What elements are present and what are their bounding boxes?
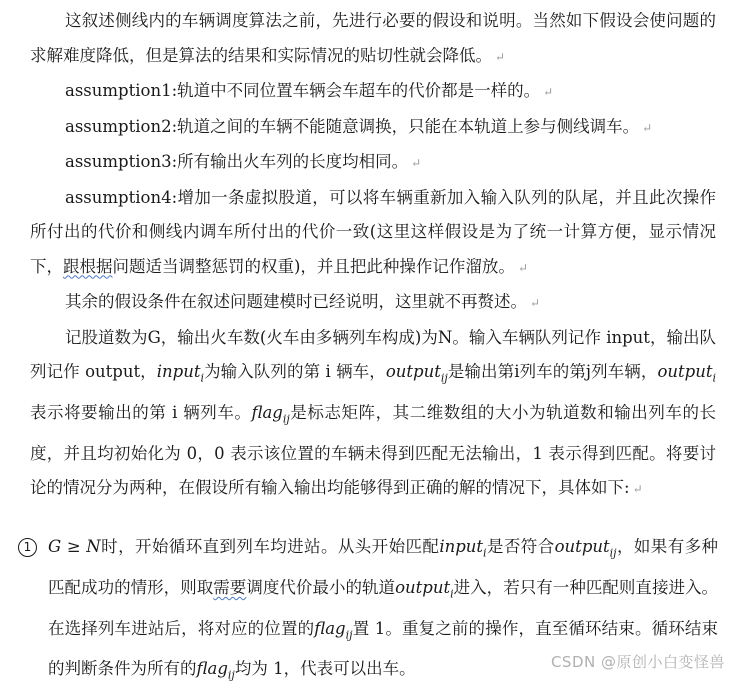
- definitions-paragraph: 记股道数为G，输出火车数(火车由多辆列车构成)为N。输入车辆队列记作 input，输出队列记作 output，input$_i$为输入队列的第 i 辆车，output$_{ij}$是输出第i列车的第j列车辆，output$_i$表示将要输出的第 i 辆列车。flag$_{ij}$是标志矩阵，其二维数组的大小为轨道数和输出列车的长度，并且均初始化为 0，0 表示该位置的车辆未得到匹配无法输出，1 表示得到匹配。将要讨论的情况分为两种，在假设所有输入输出均能够得到正确的解的情况下，具体如下: ↵: [30, 327, 716, 498]
- paragraph-mark-icon: ↵: [530, 296, 541, 310]
- assumption-1: assumption1:轨道中不同位置车辆会车超车的代价都是一样的。 ↵: [65, 81, 554, 100]
- rest-paragraph: 其余的假设条件在叙述问题建模时已经说明，这里就不再赘述。 ↵: [65, 292, 541, 311]
- paragraph-mark-icon: ↵: [495, 49, 506, 64]
- document-body: [30, 4, 716, 507]
- paragraph-mark-icon: ↵: [642, 120, 653, 135]
- math-flag-ij: flag$_{ij}$: [196, 659, 235, 682]
- intro-paragraph: 这叙述侧线内的车辆调度算法之前，先进行必要的假设和说明。当然如下假设会使问题的求解难度降低，但是算法的结果和实际情况的贴切性就会降低。 ↵: [30, 11, 716, 65]
- math-flag-ij: flag$_{ij}$: [314, 618, 353, 641]
- math-condition: G ≥ N: [48, 537, 101, 556]
- math-output-ij: output$_{ij}$: [554, 537, 617, 560]
- math-output-ij: output$_{ij}$: [385, 362, 448, 385]
- assumption-4: assumption4:增加一条虚拟股道，可以将车辆重新加入输入队列的队尾，并且此次操作所付出的代价和侧线内调车所付出的代价一致(这里这样假设是为了统一计算方便，显示情况下，跟根据问题适当调整惩罚的权重)，并且把此种操作记作溜放。 ↵: [30, 187, 716, 276]
- list-item-1: G ≥ N时，开始循环直到列车均进站。从头开始匹配input$_i$是否符合output$_{ij}$，如果有多种匹配成功的情形，则取需要调度代价最小的轨道output$_i$进入，若只有一种匹配则直接进入。在选择列车进站后，将对应的位置的flag$_{ij}$置 1。重复之前的操作，直至循环结束。循环结束的判断条件为所有的flag$_{ij}$均为 1，代表可以出车。: [48, 537, 719, 682]
- circled-number-1: 1: [18, 538, 37, 557]
- paragraph-mark-icon: ↵: [517, 260, 528, 275]
- math-input-i: input$_i$: [156, 362, 205, 385]
- math-flag-ij: flag$_{ij}$: [251, 402, 290, 426]
- assumption-3: assumption3:所有输出火车列的长度均相同。 ↵: [65, 152, 422, 171]
- watermark: CSDN @原创小白变怪兽: [550, 653, 725, 671]
- paragraph-mark-icon: ↵: [632, 482, 643, 497]
- assumption-2: assumption2:轨道之间的车辆不能随意调换，只能在本轨道上参与侧线调车。 ↵: [65, 116, 653, 136]
- math-input-i: input$_i$: [439, 537, 487, 560]
- math-output-i: output$_i$: [657, 362, 716, 385]
- math-output-i: output$_i$: [395, 577, 454, 601]
- paragraph-mark-icon: ↵: [411, 156, 422, 170]
- paragraph-mark-icon: ↵: [543, 85, 554, 99]
